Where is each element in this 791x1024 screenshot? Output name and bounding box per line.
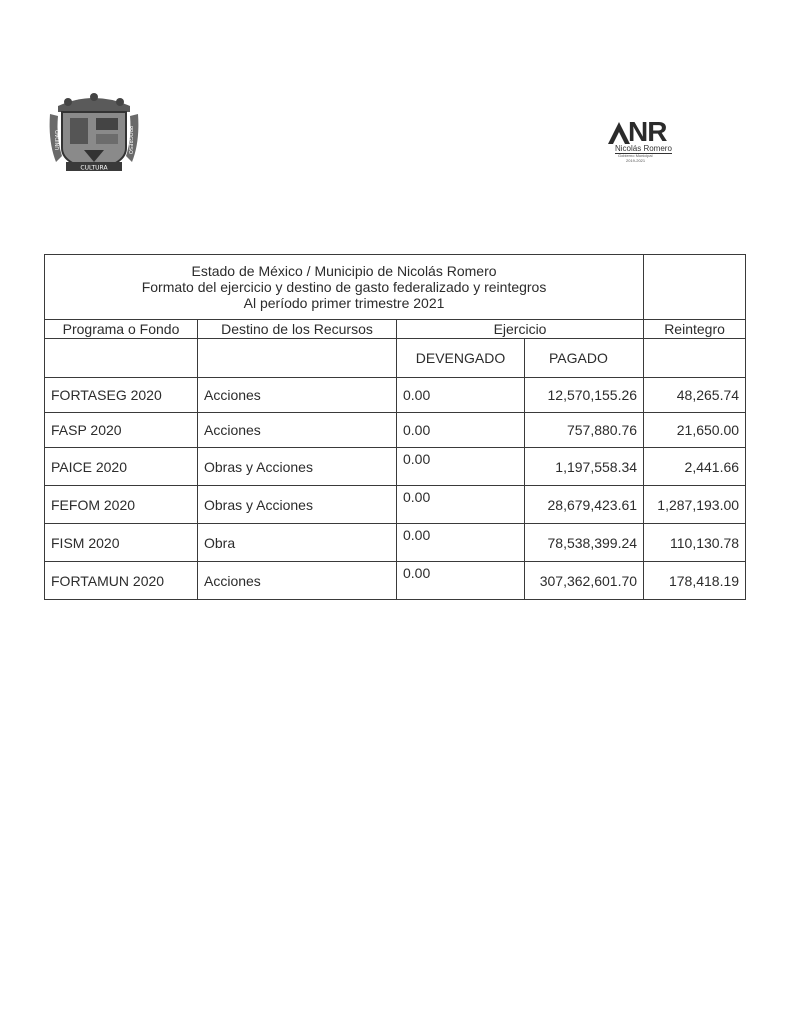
nr-brand-subtitle: Gobierno Municipal	[618, 153, 653, 158]
cell-devengado: 0.00	[397, 413, 525, 448]
cell-reintegro: 48,265.74	[644, 378, 746, 413]
subheader-blank	[644, 339, 746, 378]
cell-pagado: 757,880.76	[525, 413, 644, 448]
cell-pagado: 12,570,155.26	[525, 378, 644, 413]
table-row	[45, 448, 746, 486]
cell-reintegro: 178,418.19	[644, 562, 746, 600]
nr-triangle-icon	[608, 122, 630, 144]
cell-devengado: 0.00	[397, 562, 525, 600]
cell-reintegro: 1,287,193.00	[644, 486, 746, 524]
nr-mark-text: NR	[628, 116, 667, 147]
cell-destino: Acciones	[198, 378, 397, 413]
cell-pagado: 307,362,601.70	[525, 562, 644, 600]
cell-devengado: 0.00	[397, 448, 525, 486]
cell-devengado: 0.00	[397, 378, 525, 413]
cell-destino: Obra	[198, 524, 397, 562]
cell-destino: Obras y Acciones	[198, 448, 397, 486]
coat-motto-bottom: CULTURA	[80, 164, 108, 172]
table-row	[45, 413, 746, 448]
header-ejercicio: Ejercicio	[397, 320, 644, 339]
header-reintegro: Reintegro	[644, 320, 746, 339]
title-line-3: Al período primer trimestre 2021	[243, 295, 445, 311]
title-blank-cell	[644, 255, 746, 320]
title-line-1: Estado de México / Municipio de Nicolás Romero	[191, 263, 497, 279]
cell-programa: FASP 2020	[45, 413, 198, 448]
cell-devengado: 0.00	[397, 524, 525, 562]
title-line-2: Formato del ejercicio y destino de gasto federalizado y reintegros	[141, 279, 547, 295]
cell-destino: Acciones	[198, 413, 397, 448]
nr-brand-name: Nicolás Romero	[615, 144, 672, 153]
cell-programa: FORTAMUN 2020	[45, 562, 198, 600]
header-destino: Destino de los Recursos	[198, 320, 397, 339]
coat-motto-right: PROGRESO	[127, 125, 133, 155]
cell-reintegro: 21,650.00	[644, 413, 746, 448]
cell-programa: FORTASEG 2020	[45, 378, 198, 413]
table-row	[45, 378, 746, 413]
nr-brand-years: 2019-2021	[626, 158, 646, 163]
header-programa: Programa o Fondo	[45, 320, 198, 339]
cell-pagado: 28,679,423.61	[525, 486, 644, 524]
cell-destino: Obras y Acciones	[198, 486, 397, 524]
cell-pagado: 1,197,558.34	[525, 448, 644, 486]
cell-programa: FISM 2020	[45, 524, 198, 562]
subheader-blank	[45, 339, 198, 378]
header-devengado: DEVENGADO	[397, 339, 525, 378]
cell-programa: PAICE 2020	[45, 448, 198, 486]
table-row	[45, 524, 746, 562]
table-title	[45, 255, 644, 320]
subheader-blank	[198, 339, 397, 378]
coat-of-arms-logo	[48, 92, 140, 174]
header-pagado: PAGADO	[525, 339, 644, 378]
cell-reintegro: 110,130.78	[644, 524, 746, 562]
gasto-federalizado-table	[44, 254, 746, 600]
table-row	[45, 562, 746, 600]
cell-programa: FEFOM 2020	[45, 486, 198, 524]
cell-pagado: 78,538,399.24	[525, 524, 644, 562]
nr-brand-logo	[606, 118, 678, 162]
table-row	[45, 486, 746, 524]
coat-motto-left: UNIDAD	[55, 130, 61, 150]
cell-devengado: 0.00	[397, 486, 525, 524]
cell-reintegro: 2,441.66	[644, 448, 746, 486]
cell-destino: Acciones	[198, 562, 397, 600]
